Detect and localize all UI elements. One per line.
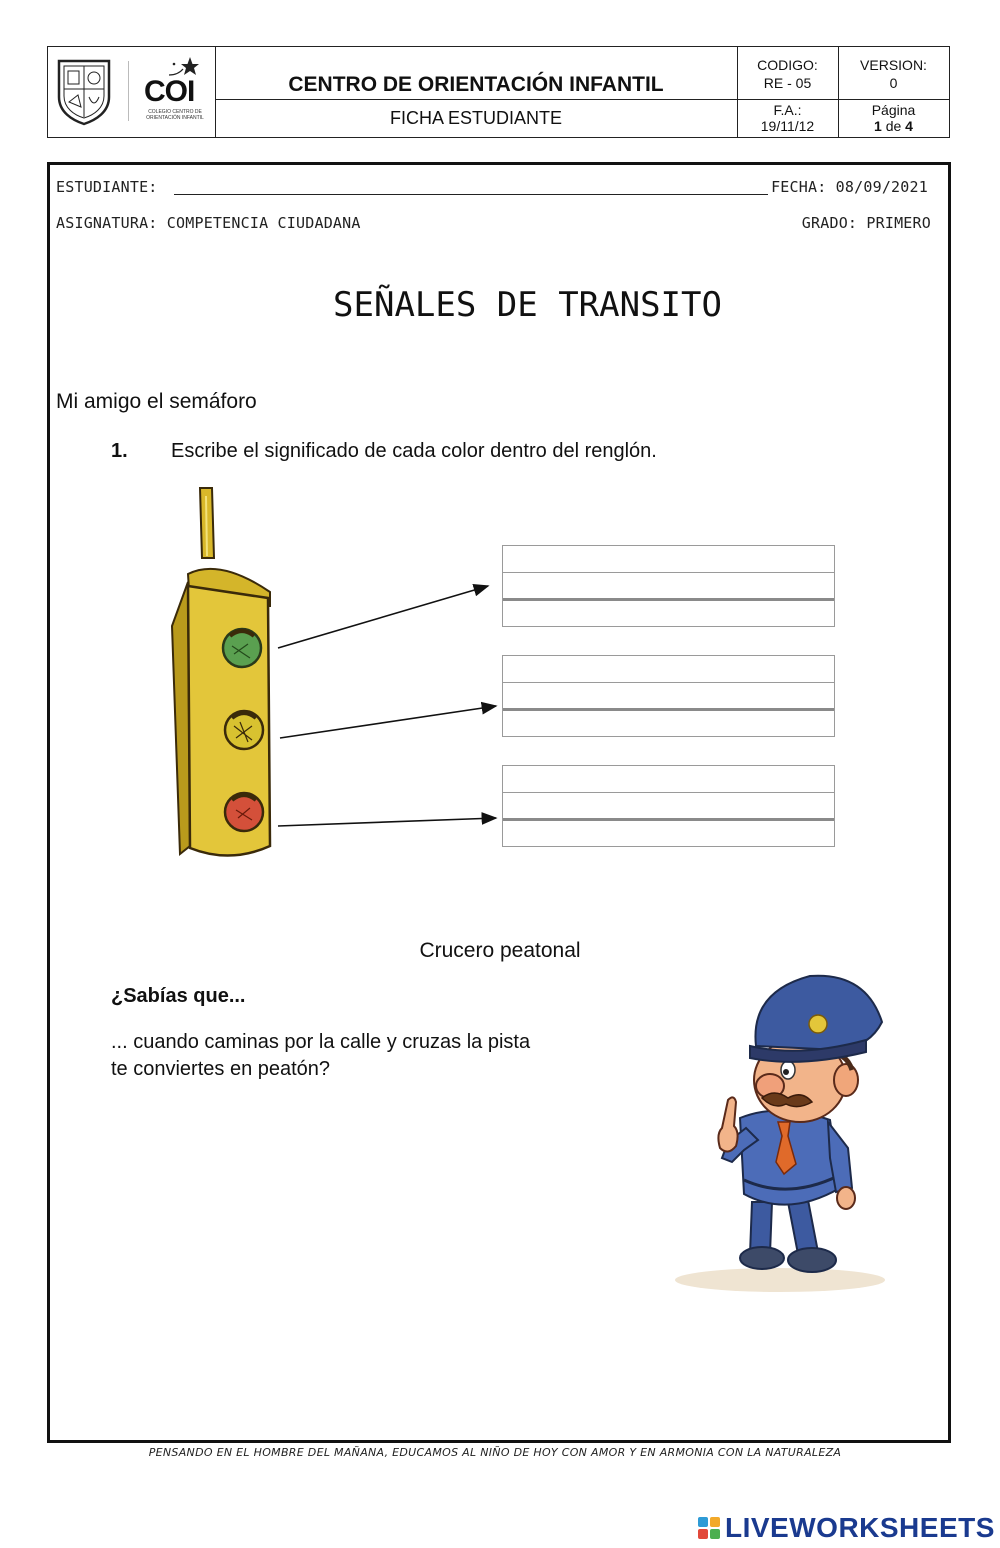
version-label: VERSION:: [860, 57, 927, 73]
worksheet-title: SEÑALES DE TRANSITO: [333, 285, 722, 325]
fa-value: 19/11/12: [760, 118, 815, 134]
did-you-know: ¿Sabías que...: [111, 985, 246, 1007]
section-title: Crucero peatonal: [419, 939, 581, 962]
header-subtitle: FICHA ESTUDIANTE: [389, 108, 563, 128]
liveworksheets-logo-icon: [697, 1516, 721, 1540]
header-code-cell: [737, 47, 839, 137]
fa-label: F.A.:: [773, 102, 802, 118]
header-title-cell: [215, 47, 738, 137]
document-header: [47, 46, 950, 138]
answer-box-yellow[interactable]: [502, 655, 835, 737]
school-shield-icon: [54, 57, 114, 127]
arrow-yellow: [280, 706, 496, 738]
estudiante-label: ESTUDIANTE:: [56, 178, 158, 196]
red-light-icon: [225, 793, 263, 831]
arrow-red: [278, 818, 496, 826]
yellow-light-icon: [225, 711, 263, 749]
asignatura-text: ASIGNATURA: COMPETENCIA CIUDADANA: [56, 214, 361, 232]
arrow-green: [278, 586, 488, 648]
grado-text: GRADO: PRIMERO: [801, 214, 931, 232]
liveworksheets-text: LIVEWORKSHEETS: [725, 1512, 995, 1543]
logo-divider: [128, 61, 129, 121]
answer-box-green[interactable]: [502, 545, 835, 627]
pagina-current: 1: [874, 118, 882, 134]
pagina-total: 4: [905, 118, 913, 134]
police-officer-illustration: [670, 962, 900, 1292]
student-row: [56, 176, 931, 198]
header-title: CENTRO DE ORIENTACIÓN INFANTIL: [215, 47, 737, 100]
traffic-light-illustration: [160, 486, 290, 866]
info-paragraph: ... cuando caminas por la calle y cruzas la pista te conviertes en peatón?: [111, 1031, 531, 1080]
answer-box-red[interactable]: [502, 765, 835, 847]
logo-cell: [48, 47, 216, 137]
pagina-de: de: [885, 118, 902, 134]
question-text: Escribe el significado de cada color dentro del renglón.: [171, 440, 657, 462]
pagina-count: [838, 118, 949, 134]
codigo-label: CODIGO:: [757, 57, 818, 73]
section-subtitle: Mi amigo el semáforo: [56, 390, 257, 413]
footer-motto: PENSANDO EN EL HOMBRE DEL MAÑANA, EDUCAMOS AL NIÑO DE HOY CON AMOR Y EN ARMONIA CON LA NATURALEZA: [148, 1446, 842, 1459]
logo-caption: COLEGIO CENTRO DE ORIENTACIÓN INFANTIL: [146, 109, 204, 121]
liveworksheets-brand[interactable]: [697, 1512, 995, 1544]
student-name-line[interactable]: [174, 194, 768, 195]
arrows: [272, 578, 512, 838]
question-number: 1.: [111, 440, 128, 462]
version-value: 0: [889, 75, 898, 91]
codigo-value: RE - 05: [763, 75, 812, 91]
pagina-label: Página: [871, 102, 916, 118]
logo-text: COI: [144, 75, 195, 108]
fecha-text: FECHA: 08/09/2021: [771, 178, 928, 196]
subject-row: [56, 212, 931, 234]
header-version-cell: [838, 47, 949, 137]
